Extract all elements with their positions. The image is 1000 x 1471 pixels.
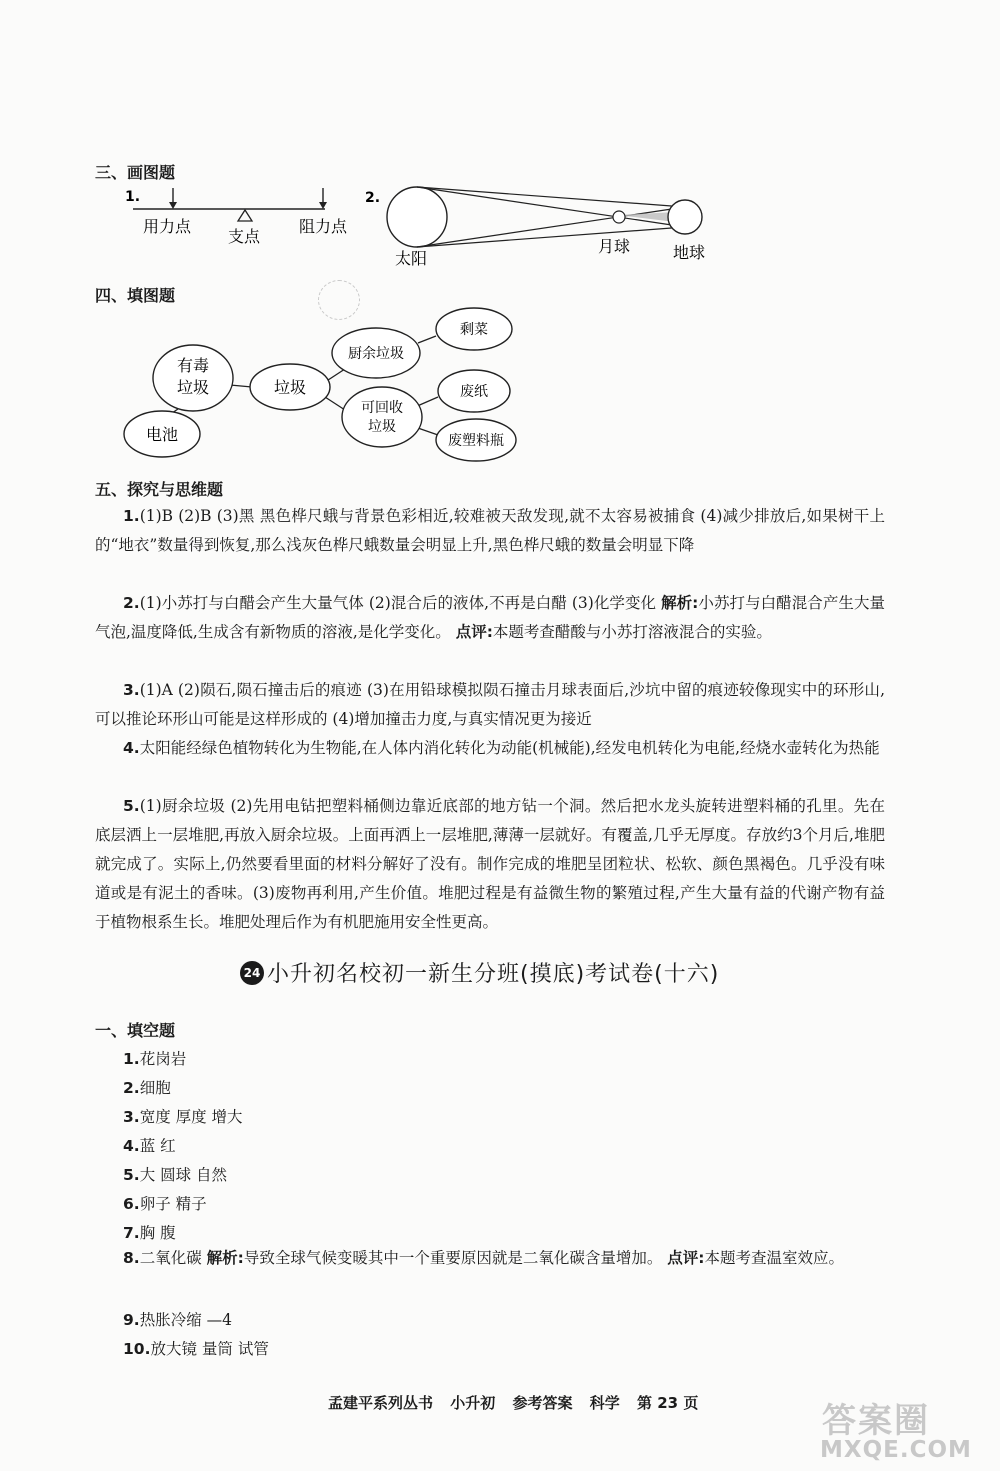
recyclable-node — [342, 387, 422, 447]
q1-number: 1. — [125, 189, 141, 205]
sun-circle — [387, 187, 447, 247]
fill-item: 7.胸 腹 — [123, 1224, 176, 1242]
recyclable-label-line2: 垃圾 — [368, 419, 396, 435]
fill-item: 2.细胞 — [123, 1079, 171, 1097]
moon-circle — [613, 211, 625, 223]
fill-item: 3.宽度 厚度 增大 — [123, 1108, 243, 1126]
garbage-label: 垃圾 — [273, 378, 307, 397]
moon-label: 月球 — [598, 237, 631, 256]
battery-label: 电池 — [145, 425, 179, 444]
page-footer — [328, 1392, 698, 1413]
fill-item: 4.蓝 红 — [123, 1137, 176, 1155]
sun-label: 太阳 — [395, 249, 428, 268]
eclipse-diagram — [365, 180, 725, 279]
garbage-diagram — [120, 305, 520, 469]
exam-title-text: 小升初名校初一新生分班(摸底)考试卷(十六) — [267, 962, 720, 987]
fill-question-10: 10.放大镜 量筒 试管 — [123, 1340, 269, 1358]
section5-heading: 五、探究与思维题 — [95, 480, 224, 499]
exam-number-badge: 24 — [240, 961, 264, 985]
footer-subject: 科学 — [589, 1394, 620, 1412]
earth-label: 地球 — [673, 243, 706, 262]
fill-item: 5.大 圆球 自然 — [123, 1166, 228, 1184]
footer-kind: 参考答案 — [512, 1394, 573, 1412]
fill-question-9: 9.热胀冷缩 —4 — [123, 1311, 232, 1329]
fill-item: 1.花岗岩 — [123, 1050, 187, 1068]
exam-title — [240, 957, 719, 988]
toxic-label-line1: 有毒 — [176, 356, 210, 375]
s5-question-1: 1.(1)B (2)B (3)黑 黑色桦尺蛾与背景色彩相近,较难被天敌发现,就不太容易被捕食 (4)减少排放后,如果树干上的“地衣”数量得到恢复,那么浅灰色桦尺蛾数量会明显上升,黑色桦尺蛾的数量会明显下降 — [95, 507, 885, 554]
s5-question-4: 4.太阳能经绿色植物转化为生物能,在人体内消化转化为动能(机械能),经发电机转化为电能,经烧水壶转化为热能 — [123, 739, 880, 757]
q2-number: 2. — [365, 190, 381, 206]
resistance-label: 阻力点 — [299, 217, 348, 236]
fill-question-8: 8.二氧化碳 解析:导致全球气候变暖其中一个重要原因就是二氧化碳含量增加。 点评:本题考查温室效应。 — [123, 1249, 844, 1267]
section3-heading: 三、画图题 — [95, 163, 176, 182]
footer-level: 小升初 — [450, 1394, 496, 1412]
toxic-label-line2: 垃圾 — [176, 378, 210, 397]
kitchen-waste-label: 厨余垃圾 — [348, 346, 404, 362]
s5-question-3: 3.(1)A (2)陨石,陨石撞击后的痕迹 (3)在用铅球模拟陨石撞击月球表面后,沙坑中留的痕迹较像现实中的环形山,可以推论环形山可能是这样形成的 (4)增加撞击力度,与真实情况更为接近 — [95, 681, 885, 728]
fulcrum-label: 支点 — [228, 227, 261, 246]
leftovers-label: 剩菜 — [460, 322, 488, 338]
footer-page-number: 第 23 页 — [637, 1394, 699, 1412]
effort-label: 用力点 — [143, 217, 192, 236]
fulcrum-triangle — [238, 210, 252, 221]
fill-heading: 一、填空题 — [95, 1021, 176, 1040]
lever-diagram — [95, 185, 365, 259]
watermark-logo: 答案圈 — [822, 1401, 930, 1441]
recyclable-label-line1: 可回收 — [361, 400, 403, 416]
earth-circle — [668, 200, 702, 234]
watermark-url: MXQE.COM — [820, 1437, 972, 1463]
section4-heading: 四、填图题 — [95, 286, 176, 305]
s5-question-5: 5.(1)厨余垃圾 (2)先用电钻把塑料桶侧边靠近底部的地方钻一个洞。然后把水龙头旋转进塑料桶的孔里。先在底层洒上一层堆肥,再放入厨余垃圾。上面再洒上一层堆肥,薄薄一层就好。有覆盖,几乎无厚度。存放约3个月后,堆肥就完成了。实际上,仍然要看里面的材料分解好了没有。制作完成的堆肥呈团粒状、松软、颜色黑褐色。几乎没有味道或是有泥土的香味。(3)废物再利用,产生价值。堆肥过程是有益微生物的繁殖过程,产生大量有益的代谢产物有益于植物根系生长。堆肥处理后作为有机肥施用安全性更高。 — [95, 797, 885, 931]
plastic-bottle-label: 废塑料瓶 — [448, 433, 504, 449]
footer-series: 孟建平系列丛书 — [328, 1394, 434, 1412]
s5-question-2: 2.(1)小苏打与白醋会产生大量气体 (2)混合后的液体,不再是白醋 (3)化学变化 解析:小苏打与白醋混合产生大量气泡,温度降低,生成含有新物质的溶液,是化学变化。 点评:本题考查醋酸与小苏打溶液混合的实验。 — [95, 594, 885, 641]
fill-item: 6.卵子 精子 — [123, 1195, 207, 1213]
waste-paper-label: 废纸 — [460, 384, 488, 400]
